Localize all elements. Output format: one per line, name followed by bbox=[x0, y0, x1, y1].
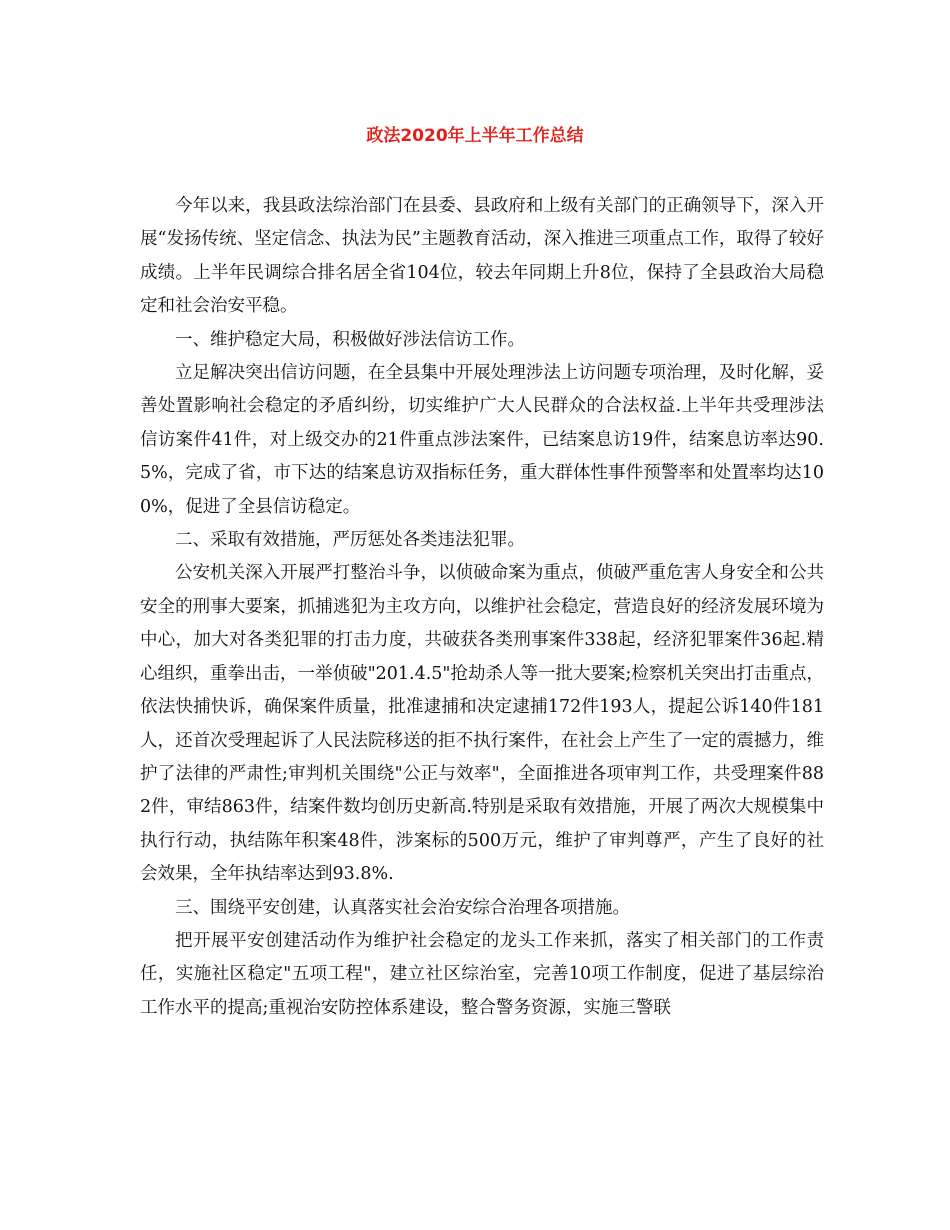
paragraph-crime-crackdown: 公安机关深入开展严打整治斗争，以侦破命案为重点，侦破严重危害人身安全和公共安全的刑事大要案，抓捕逃犯为主攻方向，以维护社会稳定，营造良好的经济发展环境为中心，加大对各类犯罪的打击力度，共破获各类刑事案件338起，经济犯罪案件36起.精心组织，重拳出击，一举侦破"201.4.5"抢劫杀人等一批大要案;检察机关突出打击重点，依法快捕快诉，确保案件质量，批准逮捕和决定逮捕172件193人，提起公诉140件181人，还首次受理起诉了人民法院移送的拒不执行案件，在社会上产生了一定的震撼力，维护了法律的严肃性;审判机关围绕"公正与效率"，全面推进各项审判工作，共受理案件882件，审结863件，结案件数均创历史新高.特别是采取有效措施，开展了两次大规模集中执行行动，执结陈年积案48件，涉案标的500万元，维护了审判尊严，产生了良好的社会效果，全年执结率达到93.8%. bbox=[140, 563, 824, 885]
paragraph-safety-creation: 把开展平安创建活动作为维护社会稳定的龙头工作来抓，落实了相关部门的工作责任，实施社区稳定"五项工程"，建立社区综治室，完善10项工作制度，促进了基层综治工作水平的提高;重视治安防控体系建设，整合警务资源，实施三警联 bbox=[140, 930, 824, 1018]
paragraph-intro: 今年以来，我县政法综治部门在县委、县政府和上级有关部门的正确领导下，深入开展“发扬传统、坚定信念、执法为民”主题教育活动，深入推进三项重点工作，取得了较好成绩。上半年民调综合排名居全省104位，较去年同期上升8位，保持了全县政治大局稳定和社会治安平稳。 bbox=[140, 196, 824, 317]
section-heading-2: 二、采取有效措施，严厉惩处各类违法犯罪。 bbox=[175, 530, 525, 551]
section-heading-3: 三、围绕平安创建，认真落实社会治安综合治理各项措施。 bbox=[175, 897, 630, 918]
section-heading-1: 一、维护稳定大局，积极做好涉法信访工作。 bbox=[175, 329, 525, 350]
document-body bbox=[140, 190, 824, 1025]
paragraph-petition-work: 立足解决突出信访问题，在全县集中开展处理涉法上访问题专项治理，及时化解，妥善处置影响社会稳定的矛盾纠纷，切实维护广大人民群众的合法权益.上半年共受理涉法信访案件41件，对上级交办的21件重点涉法案件，已结案息访19件，结案息访率达90.5%，完成了省，市下达的结案息访双指标任务，重大群体性事件预警率和处置率均达100%，促进了全县信访稳定。 bbox=[140, 363, 824, 517]
document-title: 政法2020年上半年工作总结 bbox=[366, 126, 584, 146]
